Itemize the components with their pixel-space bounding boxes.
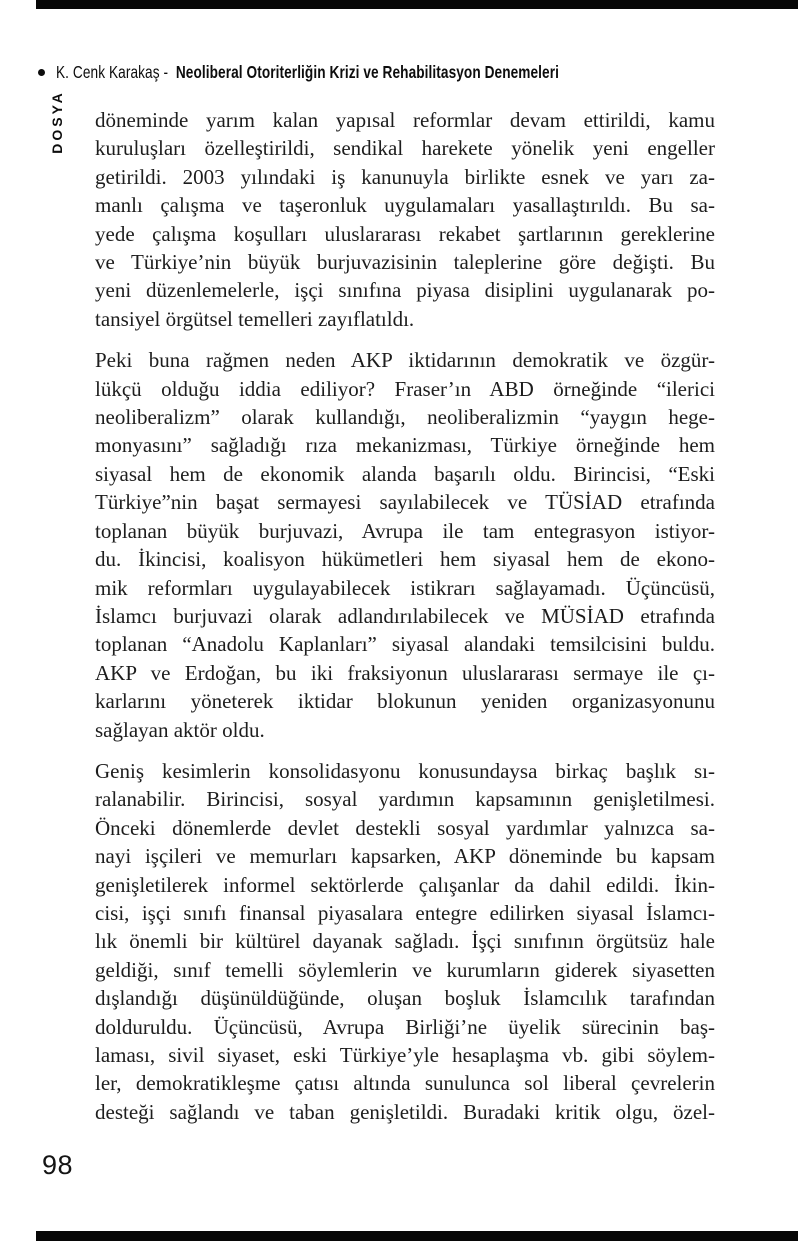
- text-line: kuruluşları özelleştirildi, sendikal harekete yönelik yeni engeller: [95, 136, 715, 161]
- running-header: [38, 62, 778, 83]
- text-line: mik reformları uygulayabilecek istikrarı sağlayamadı. Üçüncüsü,: [95, 575, 715, 600]
- text-line: genişletilerek informel sektörlerde çalışanlar da dahil edildi. İkin-: [95, 872, 715, 897]
- paragraph: [95, 106, 715, 333]
- text-line: monyasını” sağladığı rıza mekanizması, Türkiye örneğinde hem: [95, 433, 715, 458]
- article-title: Neoliberal Otoriterliğin Krizi ve Rehabilitasyon Denemeleri: [175, 62, 559, 82]
- text-line: Önceki dönemlerde devlet destekli sosyal yardımlar yalnızca sa-: [95, 815, 715, 840]
- body-text-column: [95, 106, 715, 1139]
- text-line: yeni düzenlemelerle, işçi sınıfına piyasa disiplini uygulanarak po-: [95, 278, 715, 303]
- text-line: toplanan büyük burjuvazi, Avrupa ile tam entegrasyon istiyor-: [95, 518, 715, 543]
- top-page-bleed-bar: [36, 0, 798, 9]
- text-line: getirildi. 2003 yılındaki iş kanunuyla birlikte esnek ve yarı za-: [95, 164, 715, 189]
- text-line: yede çalışma koşulları uluslararası rekabet şartlarının gereklerine: [95, 221, 715, 246]
- author-name: K. Cenk Karakaş -: [56, 62, 169, 82]
- text-line: dolduruldu. Üçüncüsü, Avrupa Birliği’ne üyelik sürecinin baş-: [95, 1014, 715, 1039]
- running-header-text: [56, 62, 559, 83]
- paragraph: [95, 757, 715, 1126]
- text-line: cisi, işçi sınıfı finansal piyasalara entegre edilirken siyasal İslamcı-: [95, 900, 715, 925]
- text-line: İslamcı burjuvazi olarak adlandırılabilecek ve MÜSİAD etrafında: [95, 603, 715, 628]
- text-line: AKP ve Erdoğan, bu iki fraksiyonun uluslararası sermaye ile çı-: [95, 660, 715, 685]
- text-line: toplanan “Anadolu Kaplanları” siyasal alandaki temsilcisini buldu.: [95, 632, 715, 657]
- text-line: tansiyel örgütsel temelleri zayıflatıldı.: [95, 306, 415, 331]
- text-line: laması, sivil siyaset, eski Türkiye’yle hesaplaşma vb. gibi söylem-: [95, 1043, 715, 1067]
- paragraph: [95, 346, 715, 744]
- text-line: lükçü olduğu iddia ediliyor? Fraser’ın ABD örneğinde “ilerici: [95, 376, 715, 401]
- page-number: 98: [42, 1150, 74, 1180]
- text-line: manlı çalışma ve taşeronluk uygulamaları yasallaştırıldı. Bu sa-: [95, 193, 715, 218]
- text-line: döneminde yarım kalan yapısal reformlar devam ettirildi, kamu: [95, 108, 715, 132]
- bottom-page-bleed-bar: [36, 1231, 798, 1241]
- text-line: lık önemli bir kültürel dayanak sağladı. İşçi sınıfının örgütsüz hale: [95, 929, 715, 954]
- text-line: ve Türkiye’nin büyük burjuvazisinin taleplerine göre değişti. Bu: [95, 250, 715, 275]
- text-line: geldiği, sınıf temelli söylemlerin ve kurumların giderek siyasetten: [95, 957, 715, 982]
- text-line: Peki buna rağmen neden AKP iktidarının demokratik ve özgür-: [95, 348, 715, 373]
- text-line: karlarını yöneterek iktidar blokunun yeniden organizasyonunu: [95, 689, 715, 714]
- text-line: neoliberalizm” olarak kullandığı, neoliberalizmin “yaygın hege-: [95, 405, 715, 430]
- text-line: nayi işçileri ve memurları kapsarken, AKP döneminde bu kapsam: [95, 844, 715, 869]
- section-label-vertical: DOSYA: [49, 90, 65, 154]
- text-line: ralanabilir. Birincisi, sosyal yardımın kapsamının genişletilmesi.: [95, 787, 715, 812]
- text-line: dışlandığı düşünüldüğünde, oluşan boşluk İslamcılık tarafından: [95, 986, 715, 1011]
- text-line: ler, demokratikleşme çatısı altında sunulunca sol liberal çevrelerin: [95, 1071, 715, 1096]
- text-line: sağlayan aktör oldu.: [95, 717, 265, 742]
- text-line: du. İkincisi, koalisyon hükümetleri hem siyasal hem de ekono-: [95, 547, 715, 572]
- text-line: desteği sağlandı ve taban genişletildi. Buradaki kritik olgu, özel-: [95, 1099, 715, 1124]
- text-line: Türkiye”nin başat sermayesi sayılabilecek ve TÜSİAD etrafında: [95, 490, 715, 515]
- text-line: Geniş kesimlerin konsolidasyonu konusundaysa birkaç başlık sı-: [95, 758, 715, 783]
- bullet-icon: [38, 69, 45, 76]
- text-line: siyasal hem de ekonomik alanda başarılı oldu. Birincisi, “Eski: [95, 461, 715, 486]
